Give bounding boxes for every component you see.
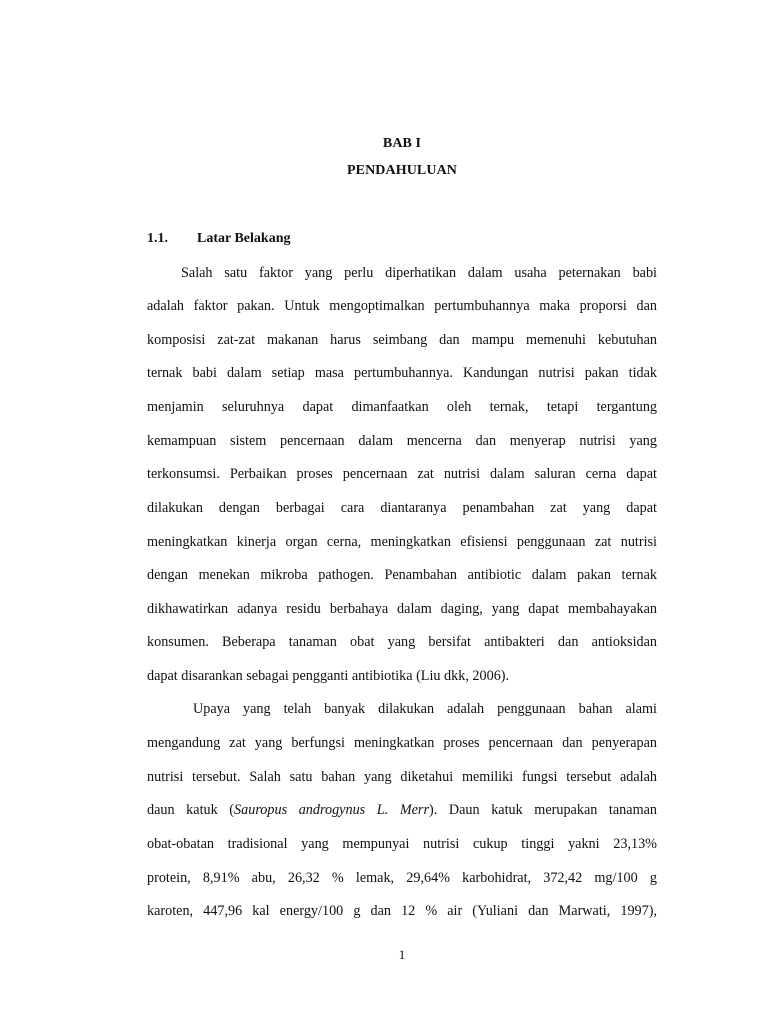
text-line: nutrisi tersebut. Salah satu bahan yang diketahui memiliki fungsi tersebut adalah bbox=[147, 769, 657, 785]
page-number: 1 bbox=[398, 947, 406, 962]
text-line: komposisi zat-zat makanan harus seimbang dan mampu memenuhi kebutuhan bbox=[147, 332, 657, 348]
chapter-title: PENDAHULUAN bbox=[347, 163, 457, 178]
text-line: menjamin seluruhnya dapat dimanfaatkan oleh ternak, tetapi tergantung bbox=[147, 399, 657, 415]
text-line: adalah faktor pakan. Untuk mengoptimalkan pertumbuhannya maka proporsi dan bbox=[147, 298, 657, 314]
text-line: terkonsumsi. Perbaikan proses pencernaan zat nutrisi dalam saluran cerna dapat bbox=[147, 466, 657, 482]
text-line: dapat disarankan sebagai pengganti antibiotika (Liu dkk, 2006). bbox=[147, 668, 510, 684]
chapter-label: BAB I bbox=[382, 136, 422, 151]
text-segment: ). Daun katuk merupakan tanaman bbox=[428, 802, 657, 818]
species-name: Sauropus androgynus L. Merr bbox=[234, 802, 429, 818]
text-line: Salah satu faktor yang perlu diperhatikan dalam usaha peternakan babi bbox=[181, 265, 657, 281]
text-line: protein, 8,91% abu, 26,32 % lemak, 29,64% karbohidrat, 372,42 mg/100 g bbox=[147, 870, 657, 886]
section-number: 1.1. bbox=[147, 231, 168, 246]
text-segment: daun katuk ( bbox=[147, 802, 235, 818]
text-line: dilakukan dengan berbagai cara diantaranya penambahan zat yang dapat bbox=[147, 500, 657, 516]
section-heading bbox=[147, 231, 290, 247]
text-line: kemampuan sistem pencernaan dalam mencerna dan menyerap nutrisi yang bbox=[147, 433, 657, 449]
text-line: meningkatkan kinerja organ cerna, meningkatkan efisiensi penggunaan zat nutrisi bbox=[147, 534, 657, 550]
text-line: dengan menekan mikroba pathogen. Penambahan antibiotic dalam pakan ternak bbox=[147, 567, 657, 583]
text-line: Upaya yang telah banyak dilakukan adalah penggunaan bahan alami bbox=[193, 701, 657, 717]
section-title: Latar Belakang bbox=[197, 231, 291, 246]
text-line: konsumen. Beberapa tanaman obat yang bersifat antibakteri dan antioksidan bbox=[147, 634, 657, 650]
text-line: obat-obatan tradisional yang mempunyai nutrisi cukup tinggi yakni 23,13% bbox=[147, 836, 657, 852]
text-line bbox=[147, 801, 657, 819]
text-line: mengandung zat yang berfungsi meningkatkan proses pencernaan dan penyerapan bbox=[147, 735, 657, 751]
text-line: dikhawatirkan adanya residu berbahaya dalam daging, yang dapat membahayakan bbox=[147, 601, 657, 617]
text-line: ternak babi dalam setiap masa pertumbuhannya. Kandungan nutrisi pakan tidak bbox=[147, 365, 657, 381]
text-line: karoten, 447,96 kal energy/100 g dan 12 % air (Yuliani dan Marwati, 1997), bbox=[147, 903, 657, 919]
